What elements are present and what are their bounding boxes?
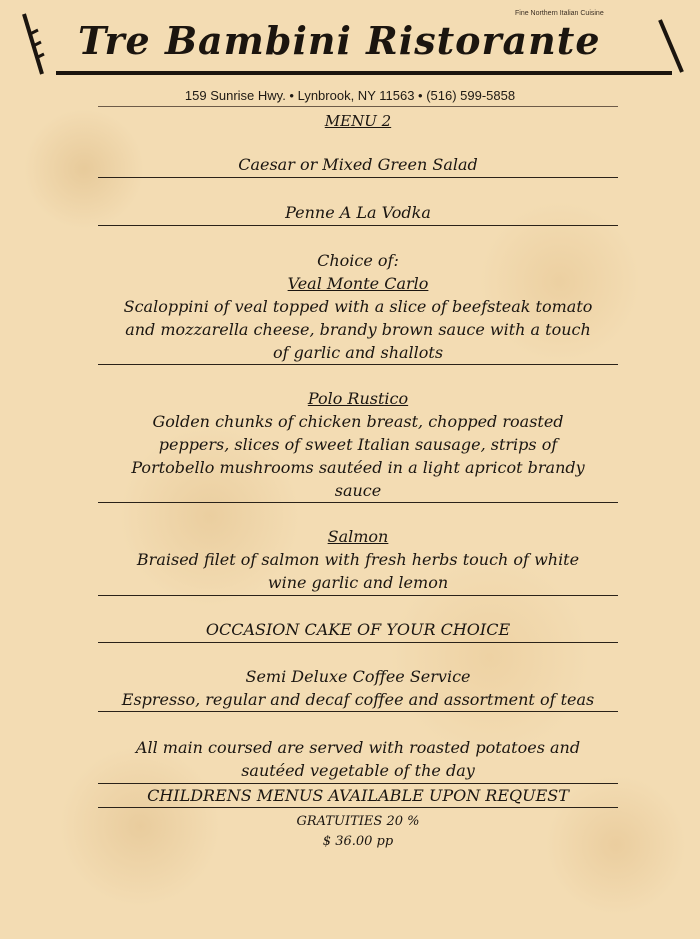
restaurant-name: Tre Bambini Ristorante xyxy=(78,18,601,63)
pasta-course: Penne A La Vodka xyxy=(285,203,431,222)
entree-description-line: wine garlic and lemon xyxy=(267,573,449,592)
divider xyxy=(98,225,618,226)
entree-description-line: of garlic and shallots xyxy=(272,343,444,362)
salad-course: Caesar or Mixed Green Salad xyxy=(238,155,478,174)
address-divider xyxy=(98,106,618,107)
entree-description-line: Scaloppini of veal topped with a slice of beefsteak tomato xyxy=(123,297,593,316)
restaurant-logo xyxy=(20,8,685,80)
divider xyxy=(98,177,618,178)
gratuities-note: GRATUITIES 20 % xyxy=(296,814,420,829)
entree-description-line: and mozzarella cheese, brandy brown sauce with a touch xyxy=(125,320,591,339)
choice-label: Choice of: xyxy=(317,251,399,270)
divider xyxy=(98,711,618,712)
menu-price: $ 36.00 pp xyxy=(322,834,394,849)
dessert-course: OCCASION CAKE OF YOUR CHOICE xyxy=(205,620,511,639)
entree-name: Veal Monte Carlo xyxy=(287,274,429,293)
menu-title: MENU 2 xyxy=(324,112,392,130)
divider xyxy=(98,502,618,503)
entree-description-line: Portobello mushrooms sautéed in a light apricot brandy xyxy=(131,458,585,477)
entree-name: Salmon xyxy=(327,527,389,546)
sides-note-line: sautéed vegetable of the day xyxy=(241,761,475,780)
entree-description-line: Golden chunks of chicken breast, chopped roasted xyxy=(152,412,564,431)
divider xyxy=(98,642,618,643)
childrens-menu-note: CHILDRENS MENUS AVAILABLE UPON REQUEST xyxy=(147,786,569,805)
sides-note-line: All main coursed are served with roasted potatoes and xyxy=(135,738,581,757)
entree-description-line: sauce xyxy=(334,481,382,500)
entree-description-line: Braised filet of salmon with fresh herbs touch of white xyxy=(136,550,580,569)
entree-description-line: peppers, slices of sweet Italian sausage, strips of xyxy=(158,435,558,454)
divider xyxy=(98,595,618,596)
coffee-title: Semi Deluxe Coffee Service xyxy=(245,667,471,686)
restaurant-tagline: Fine Northern Italian Cuisine xyxy=(515,10,604,17)
coffee-description: Espresso, regular and decaf coffee and assortment of teas xyxy=(121,690,595,709)
divider xyxy=(98,364,618,365)
restaurant-address: 159 Sunrise Hwy. • Lynbrook, NY 11563 • (516) 599-5858 xyxy=(184,88,516,103)
entree-name: Polo Rustico xyxy=(307,389,409,408)
divider xyxy=(98,807,618,808)
